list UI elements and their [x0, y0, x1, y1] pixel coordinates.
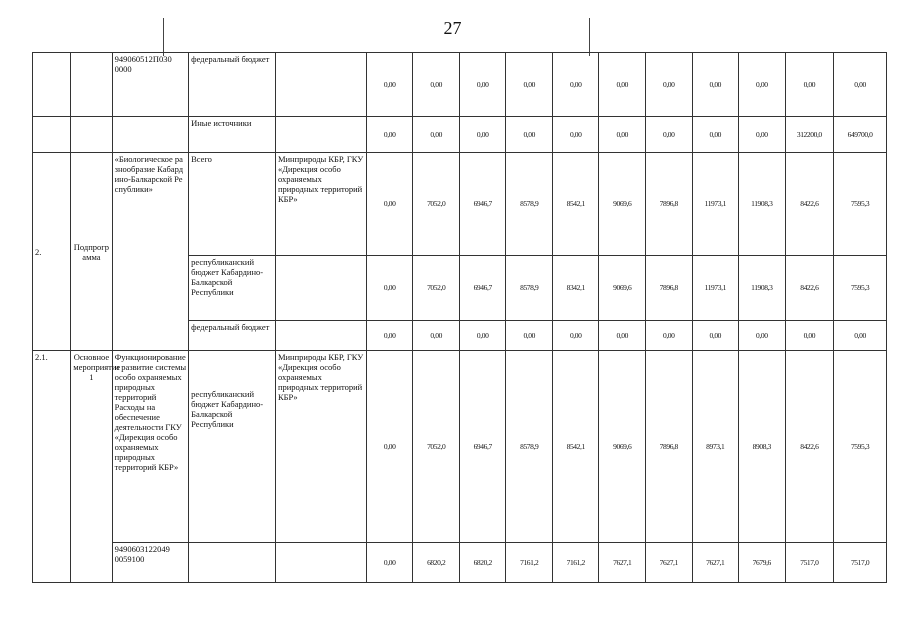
- cell-value: 6820,2: [459, 543, 506, 583]
- cell-executor: Минприроды КБР, ГКУ «Дирекция особо охраняемых природных территорий КБР»: [275, 153, 366, 256]
- cell-value: 8908,3: [739, 351, 786, 543]
- cell-value: 0,00: [739, 117, 786, 153]
- cell-value: 11908,3: [739, 256, 786, 321]
- cell-source: [189, 543, 276, 583]
- cell-executor: [275, 117, 366, 153]
- cell-status: Основное мероприятие 1: [71, 351, 112, 583]
- cell-kbk: 949060512П030 0000: [112, 53, 189, 117]
- cell-value: 8542,1: [552, 153, 599, 256]
- cell-value: 7595,3: [834, 351, 887, 543]
- cell-value: 0,00: [739, 53, 786, 117]
- cell-value: 8973,1: [692, 351, 739, 543]
- cell-value: 0,00: [692, 117, 739, 153]
- cell-value: 7052,0: [413, 153, 460, 256]
- cell-value: 0,00: [366, 321, 413, 351]
- cell-value: 7052,0: [413, 256, 460, 321]
- cell-value: 7052,0: [413, 351, 460, 543]
- budget-table: [32, 52, 887, 583]
- cell-source: республиканский бюджет Кабардино-Балкарской Республики: [189, 256, 276, 321]
- cell-value: 0,00: [366, 351, 413, 543]
- cell-value: 0,00: [646, 53, 693, 117]
- cell-value: 7896,8: [646, 256, 693, 321]
- cell-source: федеральный бюджет: [189, 321, 276, 351]
- table-row: [33, 117, 887, 153]
- cell-value: 9069,6: [599, 256, 646, 321]
- cell-value: 0,00: [366, 543, 413, 583]
- table-row: [33, 53, 887, 117]
- cell-executor: [275, 321, 366, 351]
- cell-num: [33, 53, 71, 117]
- cell-executor: [275, 53, 366, 117]
- cell-value: 0,00: [506, 117, 553, 153]
- cell-value: 8342,1: [552, 256, 599, 321]
- cell-value: 0,00: [599, 117, 646, 153]
- cell-value: 8578,9: [506, 153, 553, 256]
- cell-value: 312200,0: [785, 117, 834, 153]
- cell-executor: [275, 256, 366, 321]
- cell-value: 0,00: [834, 321, 887, 351]
- cell-value: 0,00: [599, 321, 646, 351]
- cell-value: 8578,9: [506, 351, 553, 543]
- cell-value: 11908,3: [739, 153, 786, 256]
- cell-value: 8422,6: [785, 351, 834, 543]
- cell-value: 7517,0: [834, 543, 887, 583]
- cell-num: 2.1.: [33, 351, 71, 583]
- cell-value: 0,00: [646, 117, 693, 153]
- cell-source: республиканский бюджет Кабардино-Балкарской Республики: [189, 351, 276, 543]
- cell-value: 0,00: [459, 117, 506, 153]
- cell-value: 7595,3: [834, 153, 887, 256]
- cell-value: 9069,6: [599, 351, 646, 543]
- cell-executor: [275, 543, 366, 583]
- cell-value: 6820,2: [413, 543, 460, 583]
- cell-source: федеральный бюджет: [189, 53, 276, 117]
- cell-value: 0,00: [552, 53, 599, 117]
- cell-value: 0,00: [834, 53, 887, 117]
- cell-value: 649700,0: [834, 117, 887, 153]
- cell-value: 0,00: [459, 53, 506, 117]
- cell-num: [33, 117, 71, 153]
- cell-value: 7627,1: [599, 543, 646, 583]
- cell-value: 0,00: [506, 53, 553, 117]
- cell-value: 0,00: [459, 321, 506, 351]
- cell-value: 0,00: [692, 53, 739, 117]
- cell-name: Функционирование и развитие системы особо охраняемых природных территорий Расходы на обеспечение деятельности ГКУ «Дирекция особо охраняемых природных территорий КБР»: [112, 351, 189, 543]
- cell-value: 0,00: [599, 53, 646, 117]
- cell-source: Всего: [189, 153, 276, 256]
- cell-status: Подпрограмма: [71, 153, 112, 351]
- cell-value: 0,00: [413, 53, 460, 117]
- cell-value: 7627,1: [646, 543, 693, 583]
- cell-value: 11973,1: [692, 153, 739, 256]
- cell-value: 7161,2: [552, 543, 599, 583]
- cell-value: 0,00: [692, 321, 739, 351]
- cell-value: 6946,7: [459, 153, 506, 256]
- table-row: [33, 351, 887, 543]
- cell-value: 0,00: [552, 117, 599, 153]
- cell-value: 0,00: [785, 321, 834, 351]
- cell-value: 6946,7: [459, 351, 506, 543]
- cell-value: 0,00: [366, 153, 413, 256]
- cell-value: 0,00: [739, 321, 786, 351]
- cell-value: 7627,1: [692, 543, 739, 583]
- page-number: 27: [443, 18, 462, 38]
- cell-value: 8542,1: [552, 351, 599, 543]
- cell-kbk: [112, 117, 189, 153]
- margin-line-right: [589, 18, 590, 56]
- cell-value: 7161,2: [506, 543, 553, 583]
- cell-value: 7679,6: [739, 543, 786, 583]
- cell-value: 7896,8: [646, 153, 693, 256]
- cell-executor: Минприроды КБР, ГКУ «Дирекция особо охраняемых природных территорий КБР»: [275, 351, 366, 543]
- margin-line-left: [163, 18, 164, 56]
- table-row: [33, 153, 887, 256]
- cell-value: 7517,0: [785, 543, 834, 583]
- cell-value: 6946,7: [459, 256, 506, 321]
- cell-value: 0,00: [366, 117, 413, 153]
- cell-name: «Биологическое разнообразие Кабардино-Балкарской Республики»: [112, 153, 189, 351]
- cell-value: 0,00: [413, 321, 460, 351]
- cell-value: 0,00: [506, 321, 553, 351]
- table-row: [33, 543, 887, 583]
- cell-value: 0,00: [552, 321, 599, 351]
- cell-value: 11973,1: [692, 256, 739, 321]
- cell-value: 0,00: [366, 256, 413, 321]
- cell-value: 9069,6: [599, 153, 646, 256]
- cell-value: 8422,6: [785, 153, 834, 256]
- cell-value: 0,00: [413, 117, 460, 153]
- cell-num: 2.: [33, 153, 71, 351]
- cell-value: 7595,3: [834, 256, 887, 321]
- cell-value: 7896,8: [646, 351, 693, 543]
- cell-kbk: 9490603122049 0059100: [112, 543, 189, 583]
- cell-source: Иные источники: [189, 117, 276, 153]
- cell-value: 8578,9: [506, 256, 553, 321]
- cell-value: 0,00: [646, 321, 693, 351]
- cell-value: 0,00: [366, 53, 413, 117]
- cell-status: [71, 117, 112, 153]
- cell-status: [71, 53, 112, 117]
- cell-value: 8422,6: [785, 256, 834, 321]
- cell-value: 0,00: [785, 53, 834, 117]
